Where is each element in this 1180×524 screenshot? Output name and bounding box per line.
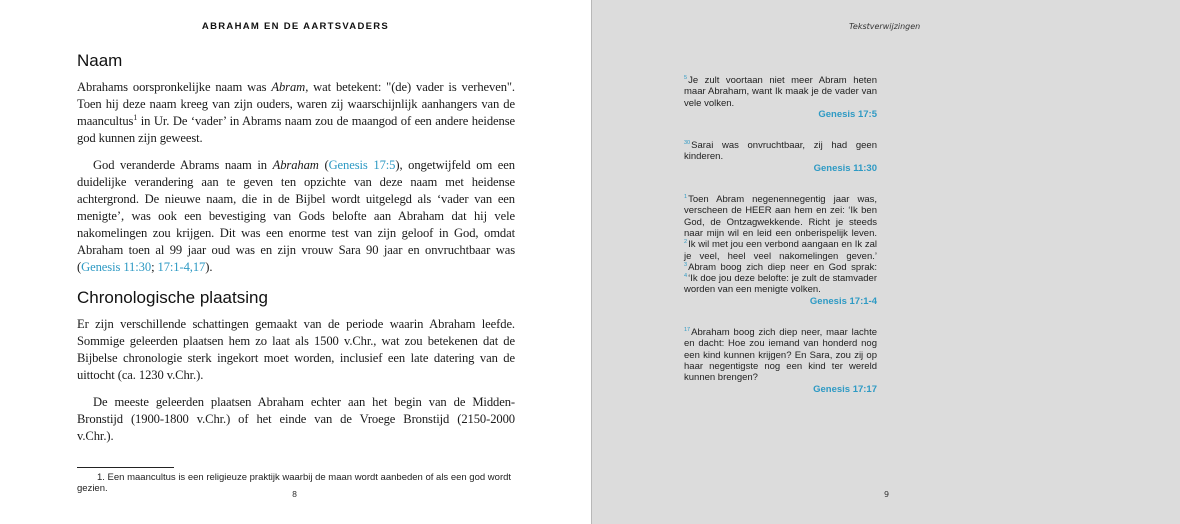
verse-number: 4 <box>684 273 688 279</box>
footnote-divider <box>77 467 174 468</box>
paragraph-4: De meeste geleerden plaatsen Abraham echter aan het begin van de Midden-Bronstijd (1900-1800 v.Chr.) of het einde van de Vroege Bronstijd (2150-2000 v.Chr.). <box>77 395 515 443</box>
running-head: Tekstverwijzingen <box>849 22 921 31</box>
verse-text: Abram boog zich diep neer en God sprak: <box>688 261 877 273</box>
paragraph-3: Er zijn verschillende schattingen gemaakt van de periode waarin Abraham leefde. Sommige geleerden plaatsen hem zo laat als 1500 v.Chr., wat zou betekenen dat de Bijbelse chronologie sterk ingekort moet worden, inclusief een late datering van de uittocht (ca. 1230 v.Chr.). <box>77 317 515 382</box>
verse-number: 30 <box>684 140 691 147</box>
verse-text: Sarai was onvruchtbaar, zij had geen kinderen. <box>684 140 877 163</box>
scripture-link[interactable]: Genesis 17:5 <box>328 158 396 172</box>
left-page-body <box>77 50 515 494</box>
scripture-reference[interactable]: Genesis 17:17 <box>813 383 877 395</box>
section-title-chronologie: Chronologische plaatsing <box>77 288 268 307</box>
verse-text: Ik wil met jou een verbond aangaan en Ik zal je veel, heel veel nakomelingen geven.’ <box>684 239 877 262</box>
scripture-reference[interactable]: Genesis 11:30 <box>813 162 877 174</box>
verse-number: 5 <box>684 74 688 81</box>
italic-text: Abram <box>271 80 306 94</box>
verse-text: Toen Abram negenennegentig jaar was, verscheen de HEER aan hem en zei: ‘Ik ben God, de Ontzagwekkende. Richt je steeds naar mijn wil en leid een onberispelijk leven. <box>684 194 877 239</box>
footnote-marker[interactable]: 1 <box>133 112 138 122</box>
text: ), ongetwijfeld om een duidelijke verandering aan te geven ten opzichte van deze naam met heidense achtergrond. De nieuwe naam, die in de Bijbel wordt uitgelegd als ‘vader van een menigte’, was ook een bevestiging van Gods belofte aan Abraham dat hij vele nakomelingen zou krijgen. Dit was een enorme test van zijn geloof in God, omdat Abraham toen al 99 jaar oud was en zijn vrouw Sara 90 jaar en onvruchtbaar was ( <box>77 158 515 274</box>
running-head: ABRAHAM EN DE AARTSVADERS <box>201 21 390 32</box>
verse-number: 2 <box>684 239 688 246</box>
scripture-quote <box>684 327 877 395</box>
paragraph-1 <box>77 79 515 147</box>
text: ( <box>318 158 329 172</box>
verse-number: 3 <box>684 261 688 268</box>
text: ). <box>205 260 213 274</box>
verse-number: 1 <box>684 193 688 200</box>
scripture-quote <box>684 194 877 307</box>
page-number: 8 <box>292 490 298 499</box>
quotes-column <box>684 75 877 415</box>
scripture-quote <box>684 75 877 120</box>
scripture-quote <box>684 140 877 174</box>
text: Abrahams oorspronkelijke naam was <box>77 80 272 94</box>
text: , wat betekent: "(de) vader is verheven". Toen hij deze naam kreeg van zijn ouders, waren zij waarschijnlijk aanhangers van de maancultus <box>77 80 515 128</box>
scripture-link[interactable]: Genesis 11:30 <box>81 260 152 274</box>
italic-text: Abraham <box>272 158 319 172</box>
text: ; <box>151 260 158 274</box>
scripture-link[interactable]: 17:1-4,17 <box>157 260 206 274</box>
scripture-reference[interactable]: Genesis 17:1-4 <box>809 295 877 307</box>
text: in Ur. De ‘vader’ in Abrams naam zou de maangod of een andere heidense god kunnen zijn geweest. <box>77 114 515 145</box>
section-title-naam: Naam <box>77 51 123 70</box>
page-number: 9 <box>884 490 890 499</box>
verse-text: Je zult voortaan niet meer Abram heten maar Abraham, want Ik maak je de vader van vele volken. <box>684 75 877 109</box>
verse-text: Abraham boog zich diep neer, maar lachte en dacht: Hoe zou iemand van honderd nog een kind kunnen krijgen? En Sara, zou zij op haar negentigste nog een kind ter wereld kunnen brengen? <box>684 327 877 384</box>
right-page <box>591 0 1180 524</box>
paragraph-2 <box>77 157 515 276</box>
verse-number: 17 <box>684 326 691 333</box>
verse-text: ‘Ik doe jou deze belofte: je zult de stamvader worden van een menigte volken. <box>684 273 877 296</box>
scripture-reference[interactable]: Genesis 17:5 <box>818 108 877 120</box>
text: God veranderde Abrams naam in <box>93 158 273 172</box>
footnote: 1. Een maancultus is een religieuze praktijk waarbij de maan wordt aanbeden of als een god wordt gezien. <box>77 472 512 494</box>
